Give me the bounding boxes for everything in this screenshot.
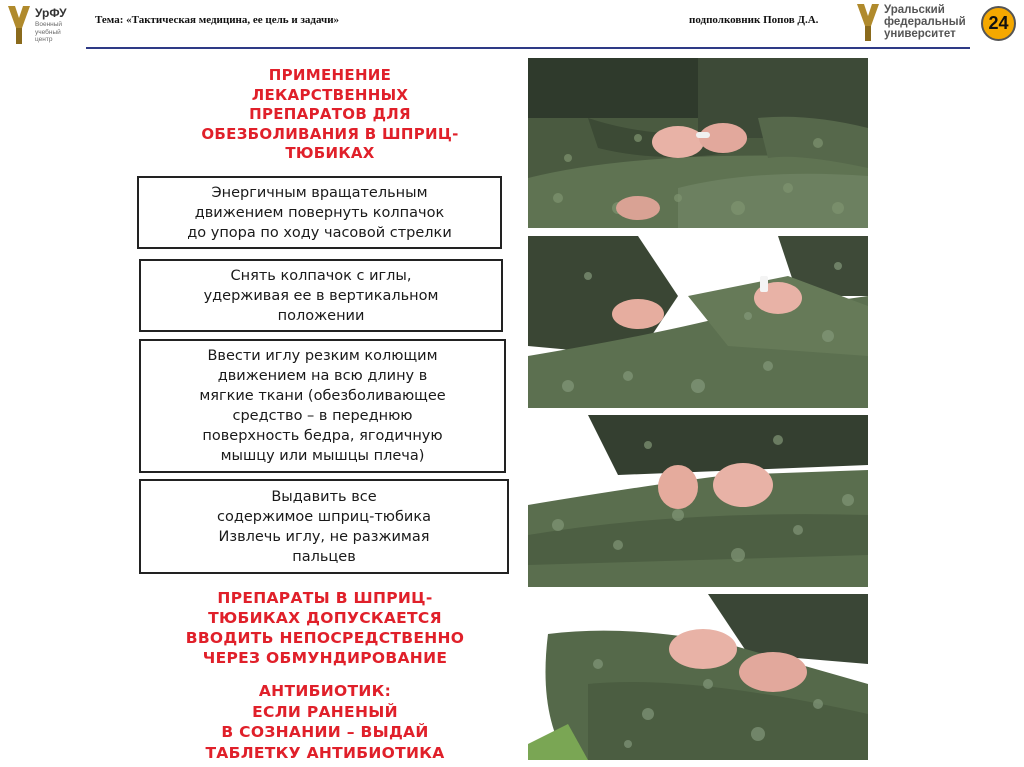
- title-line: ОБЕЗБОЛИВАНИЯ В ШПРИЦ-: [201, 124, 459, 143]
- antibiotic-note: [160, 681, 490, 763]
- page-number-badge: 24: [981, 6, 1016, 41]
- title-line: ЛЕКАРСТВЕННЫХ: [251, 85, 409, 104]
- step-3-line: средство – в переднюю: [232, 408, 413, 424]
- step-1-line: Энергичным вращательным: [211, 184, 428, 201]
- urfu-logo-subtitle: Военный учебный центр: [35, 21, 63, 43]
- antibiotic-line: ТАБЛЕТКУ АНТИБИОТИКА: [205, 743, 445, 762]
- title-line: ТЮБИКАХ: [285, 144, 375, 162]
- slide-topic: Тема: «Тактическая медицина, ее цель и задачи»: [95, 14, 340, 26]
- step-box-4: [139, 479, 509, 574]
- warning-line: ЧЕРЕЗ ОБМУНДИРОВАНИЕ: [202, 649, 448, 667]
- step-1-line: движением повернуть колпачок: [194, 204, 445, 221]
- urfu-university-logo: [856, 3, 974, 45]
- logo-line-3: университет: [884, 28, 956, 40]
- step-4-line: пальцев: [292, 548, 356, 565]
- step-3-line: Ввести иглу резким колющим: [207, 348, 438, 364]
- step-3-line: мягкие ткани (обезболивающее: [199, 388, 446, 404]
- photo-step-1-twist-cap: [528, 58, 868, 228]
- urfu-logo-name: УрФУ: [35, 6, 67, 20]
- step-4-line: содержимое шприц-тюбика: [217, 508, 431, 525]
- step-4-line: Выдавить все: [271, 488, 377, 505]
- warning-line: ТЮБИКАХ ДОПУСКАЕТСЯ: [208, 609, 442, 627]
- urfu-emblem-icon: [6, 4, 32, 46]
- logo-line-1: Уральский: [884, 4, 945, 16]
- photo-step-2-remove-cap: [528, 236, 868, 408]
- antibiotic-line: В СОЗНАНИИ – ВЫДАЙ: [221, 723, 429, 741]
- step-3-line: поверхность бедра, ягодичную: [202, 428, 443, 444]
- antibiotic-line: АНТИБИОТИК:: [258, 682, 392, 700]
- slide-title: [140, 66, 520, 164]
- photo-step-4-squeeze-tube: [528, 594, 868, 760]
- step-box-2: [139, 259, 503, 332]
- logo-line-2: федеральный: [884, 16, 966, 28]
- title-line: ПРЕПАРАТОВ ДЛЯ: [249, 105, 411, 123]
- warning-line: ПРЕПАРАТЫ В ШПРИЦ-: [217, 589, 433, 607]
- step-box-3: [139, 339, 506, 473]
- urfu-emblem-icon: [856, 3, 880, 43]
- header-divider: [86, 47, 970, 49]
- step-2-line: положении: [277, 307, 365, 324]
- urfu-military-center-logo: [6, 4, 76, 48]
- step-1-line: до упора по ходу часовой стрелки: [187, 224, 452, 241]
- step-4-line: Извлечь иглу, не разжимая: [218, 528, 430, 545]
- step-box-1: [137, 176, 502, 249]
- title-line: ПРИМЕНЕНИЕ: [268, 66, 392, 84]
- antibiotic-line: ЕСЛИ РАНЕНЫЙ: [252, 702, 398, 721]
- uniform-warning: [140, 588, 510, 668]
- slide-author: подполковник Попов Д.А.: [689, 14, 819, 26]
- step-2-line: удерживая ее в вертикальном: [203, 287, 439, 304]
- warning-line: ВВОДИТЬ НЕПОСРЕДСТВЕННО: [185, 629, 465, 647]
- photo-step-3-insert-needle: [528, 415, 868, 587]
- step-3-line: мышцу или мышцы плеча): [220, 448, 425, 464]
- step-3-line: движением на всю длину в: [217, 368, 428, 384]
- slide-header: [0, 0, 1024, 50]
- step-2-line: Снять колпачок с иглы,: [230, 267, 412, 284]
